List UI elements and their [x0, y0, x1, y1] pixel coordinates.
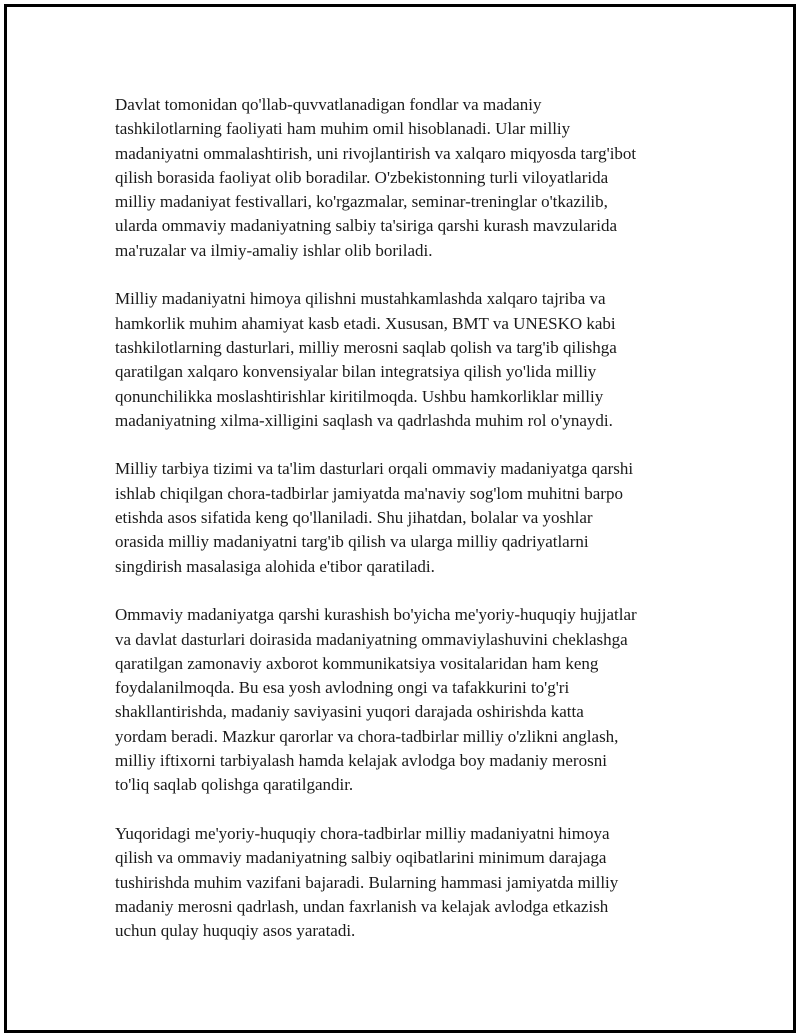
paragraph-5: Yuqoridagi me'yoriy-huquqiy chora-tadbirlar milliy madaniyatni himoya qilish va ommaviy madaniyatning salbiy oqibatlarini minimum darajaga tushirishda muhim vazifani bajaradi. Bularning hammasi jamiyatda milliy madaniy merosni qadrlash, undan faxrlanish va kelajak avlodga etkazish uchun qulay huquqiy asos yaratadi. [115, 823, 619, 941]
document-body [115, 93, 690, 968]
paragraph-3: Milliy tarbiya tizimi va ta'lim dasturlari orqali ommaviy madaniyatga qarshi ishlab chiqilgan chora-tadbirlar jamiyatda ma'naviy sog'lom muhitni barpo etishda asos sifatida keng qo'llaniladi. Shu jihatdan, bolalar va yoshlar orasida milliy madaniyatni targ'ib qilish va ularga milliy qadriyatlarni singdirish masalasiga alohida e'tibor qaratiladi. [115, 459, 634, 576]
paragraph-2: Milliy madaniyatni himoya qilishni mustahkamlashda xalqaro tajriba va hamkorlik muhim ahamiyat kasb etadi. Xususan, BMT va UNESKO kabi tashkilotlarning dasturlari, milliy merosni saqlab qolish va targ'ib qilishga qaratilgan xalqaro konvensiyalar bilan integratsiya qilish yo'lida milliy qonunchilikka moslashtirishlar kiritilmoqda. Ushbu hamkorliklar milliy madaniyatning xilma-xilligini saqlash va qadrlashda muhim rol o'ynaydi. [115, 289, 617, 430]
paragraph-1: Davlat tomonidan qo'llab-quvvatlanadigan fondlar va madaniy tashkilotlarning faoliyati ham muhim omil hisoblanadi. Ular milliy madaniyatni ommalashtirish, uni rivojlantirish va xalqaro miqyosda targ'ibot qilish borasida faoliyat olib boradilar. O'zbekistonning turli viloyatlarida milliy madaniyat festivallari, ko'rgazmalar, seminar-treninglar o'tkazilib, ularda ommaviy madaniyatning salbiy ta'siriga qarshi kurash mavzularida ma'ruzalar va ilmiy-amaliy ishlar olib boriladi. [115, 95, 637, 260]
paragraph-4: Ommaviy madaniyatga qarshi kurashish bo'yicha me'yoriy-huquqiy hujjatlar va davlat dasturlari doirasida madaniyatning ommaviylashuvini cheklashga qaratilgan zamonaviy axborot kommunikatsiya vositalaridan ham keng foydalanilmoqda. Bu esa yosh avlodning ongi va tafakkurini to'g'ri shakllantirishda, madaniy saviyasini yuqori darajada oshirishda katta yordam beradi. Mazkur qarorlar va chora-tadbirlar milliy o'zlikni anglash, milliy iftixorni tarbiyalash hamda kelajak avlodga boy madaniy merosni to'liq saqlab qolishga qaratilgandir. [115, 605, 637, 795]
